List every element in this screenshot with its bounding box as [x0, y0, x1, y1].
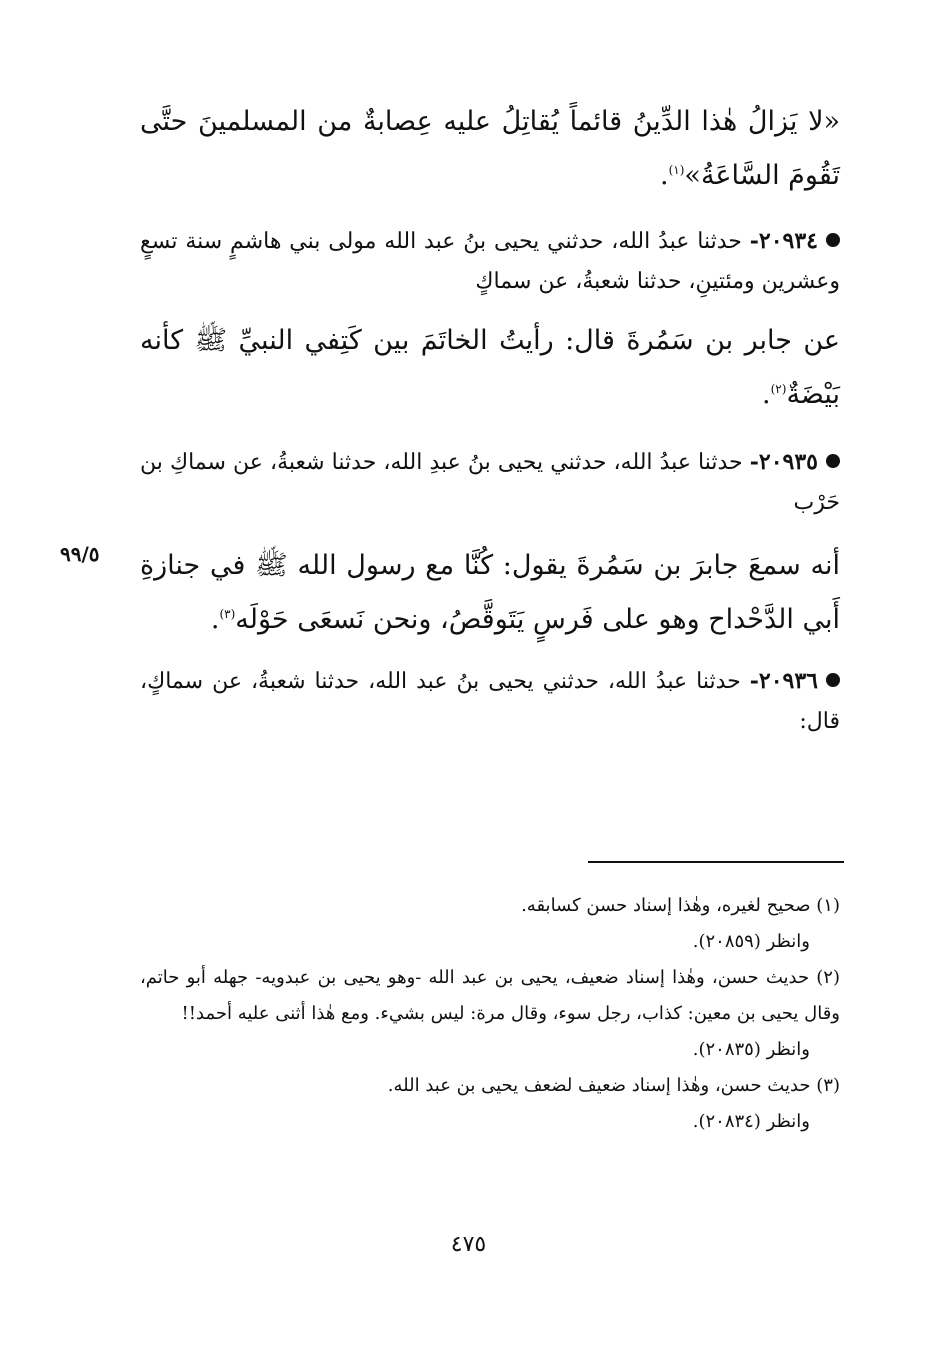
footnote-ref: (٣) [219, 607, 236, 621]
footnote-1: (١) صحيح لغيره، وهٰذا إسناد حسن كسابقه. [521, 895, 840, 916]
main-text [140, 95, 840, 742]
footnotes [140, 888, 840, 1140]
footnote-2: (٢) حديث حسن، وهٰذا إسناد ضعيف، يحيى بن عبد الله -وهو يحيى بن عبدويه- جهله أبو حاتم، وقال يحيى بن معين: كذاب، رجل سوء، وقال مرة: ليس بشيء. ومع هٰذا أثنى عليه أحمد!! [140, 967, 840, 1024]
footnote-ref: (١) [668, 163, 685, 177]
hadith-continuation [140, 95, 840, 203]
isnad-text: حدثنا عبدُ الله، حدثني يحيى بنُ عبد الله، حدثنا شعبةُ، عن سماكٍ، قال: [140, 669, 840, 734]
bullet-icon [826, 233, 840, 247]
hadith-isnad [140, 442, 840, 523]
footnote-3: (٣) حديث حسن، وهٰذا إسناد ضعيف لضعف يحيى بن عبد الله. [387, 1075, 840, 1096]
period: . [660, 160, 669, 191]
page-number: ٤٧٥ [450, 1232, 487, 1257]
matn-text: أنه سمعَ جابرَ بن سَمُرةَ يقول: كُنَّا مع رسول الله ﷺ في جنازةِ أَبي الدَّحْداح وهو على فَرسٍ يَتَوقَّصُ، ونحن نَسعَى حَوْلَه [140, 550, 840, 635]
footnote-ref: (٢) [770, 382, 787, 396]
hadith-matn [140, 314, 840, 422]
hadith-text: «لا يَزالُ هٰذا الدِّينُ قائماً يُقاتِلُ عليه عِصابةٌ من المسلمينَ حتَّى تَقُومَ السَّاعَةُ» [140, 106, 840, 191]
footnote-1-see: وانظر (٢٠٨٥٩). [692, 931, 810, 952]
isnad-text: حدثنا عبدُ الله، حدثني يحيى بنُ عبدِ الله، حدثنا شعبةُ، عن سماكِ بن حَرْب [140, 450, 840, 515]
hadith-isnad [140, 221, 840, 302]
hadith-number: ٢٠٩٣٦- [749, 668, 818, 694]
footnote-3-see: وانظر (٢٠٨٣٤). [692, 1111, 810, 1132]
bullet-icon [826, 454, 840, 468]
hadith-number: ٢٠٩٣٥- [749, 449, 818, 475]
hadith-matn [140, 539, 840, 647]
footnote-2-see: وانظر (٢٠٨٣٥). [692, 1039, 810, 1060]
footnote-separator [588, 861, 844, 863]
bullet-icon [826, 673, 840, 687]
period: . [762, 379, 771, 410]
margin-reference: ٩٩/٥ [60, 542, 100, 566]
matn-text: عن جابر بن سَمُرةَ قال: رأيتُ الخاتَمَ بين كَتِفي النبيِّ ﷺ كأنه بَيْضَةٌ [140, 325, 840, 410]
period: . [210, 604, 220, 635]
isnad-text: حدثنا عبدُ الله، حدثني يحيى بنُ عبد الله مولى بني هاشمٍ سنة تسعٍ وعشرين ومئتينِ، حدثنا شعبةُ، عن سماكٍ [140, 229, 840, 294]
hadith-number: ٢٠٩٣٤- [749, 228, 818, 254]
hadith-isnad [140, 661, 840, 742]
